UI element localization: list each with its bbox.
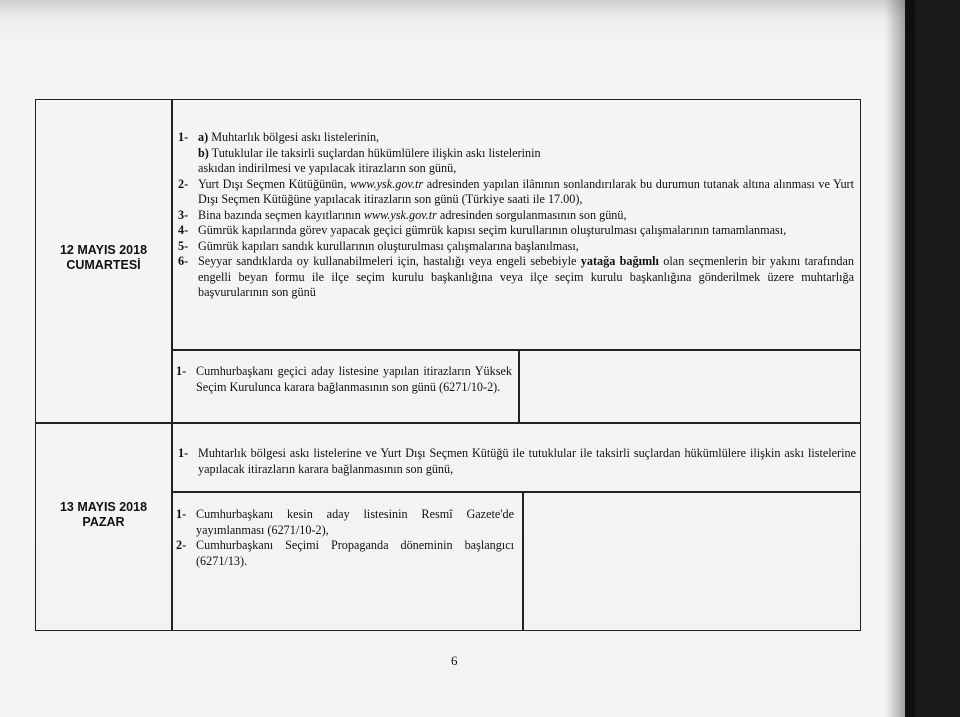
subrow-divider xyxy=(171,349,861,351)
row-divider xyxy=(35,422,861,424)
events-12-may xyxy=(178,130,854,301)
list-item: 1- Cumhurbaşkanı geçici aday listesine yapılan itirazların Yüksek Seçim Kurulunca karara bağlanmasının son günü (6271/10-2). xyxy=(176,364,512,394)
date: 12 MAYIS 2018 xyxy=(59,243,148,257)
page-edge-shadow xyxy=(885,0,915,717)
date: 13 MAYIS 2018 xyxy=(59,500,148,514)
page-number: 6 xyxy=(451,653,458,668)
ysk-url: www.ysk.gov.tr xyxy=(350,176,424,191)
date-cell-13-may xyxy=(35,500,172,530)
ysk-url: www.ysk.gov.tr xyxy=(363,207,437,222)
weekday: CUMARTESİ xyxy=(66,258,141,272)
subcell-divider xyxy=(522,491,524,631)
list-item: 1- Muhtarlık bölgesi askı listelerine ve Yurt Dışı Seçmen Kütüğü ile tutuklular ile taksirli suçlardan hükümlülere ilişkin askı listelerine yapılacak itirazların karara bağlanmasının son günü, xyxy=(178,446,856,476)
subrow-divider xyxy=(171,491,861,493)
list-item: 1- a) Muhtarlık bölgesi askı listelerinin, b) Tutuklular ile taksirli suçlardan hükümlülere ilişkin askı listelerinin askıdan indirilmesi ve yapılacak itirazların son günü, xyxy=(178,130,541,175)
secondary-events-13-may xyxy=(176,507,514,569)
list-item: 4- Gümrük kapılarında görev yapacak geçici gümrük kapısı seçim kurullarının oluşturulması çalışmalarının tamamlanması, xyxy=(178,223,787,237)
list-item: 2- Yurt Dışı Seçmen Kütüğünün, www.ysk.gov.tr adresinden yapılan ilânının sonlandırılarak bu durumun tutanak altına alınması ve Yurt Dışı Seçmen Kütüğüne yapılacak itirazların son günü (Türkiye saati ile 17.00), xyxy=(178,176,854,206)
list-item: 2- Cumhurbaşkanı Seçimi Propaganda döneminin başlangıcı (6271/13). xyxy=(176,538,514,568)
list-item: 6- Seyyar sandıklarda oy kullanabilmeleri için, hastalığı veya engeli sebebiyle yatağa bağımlı olan seçmenlerin bir yakını tarafından engelli beyan formu ile ilçe seçim kurulu başkanlığına veya ilçe seçim kurulu başkanlığına gönderilmek üzere muhtarlığa başvurularının son günü xyxy=(178,254,855,299)
list-item: 3- Bina bazında seçmen kayıtlarının www.ysk.gov.tr adresinden sorgulanmasının son günü, xyxy=(178,207,627,222)
secondary-events-12-may xyxy=(176,364,512,395)
subcell-divider xyxy=(518,349,520,422)
date-column-divider xyxy=(171,99,173,631)
list-item: 1- Cumhurbaşkanı kesin aday listesinin Resmî Gazete'de yayımlanması (6271/10-2), xyxy=(176,507,514,537)
events-13-may xyxy=(178,446,856,477)
weekday: PAZAR xyxy=(82,515,125,529)
list-item: 5- Gümrük kapıları sandık kurullarının oluşturulması çalışmalarına başlanılması, xyxy=(178,238,579,253)
date-cell-12-may xyxy=(35,243,172,273)
